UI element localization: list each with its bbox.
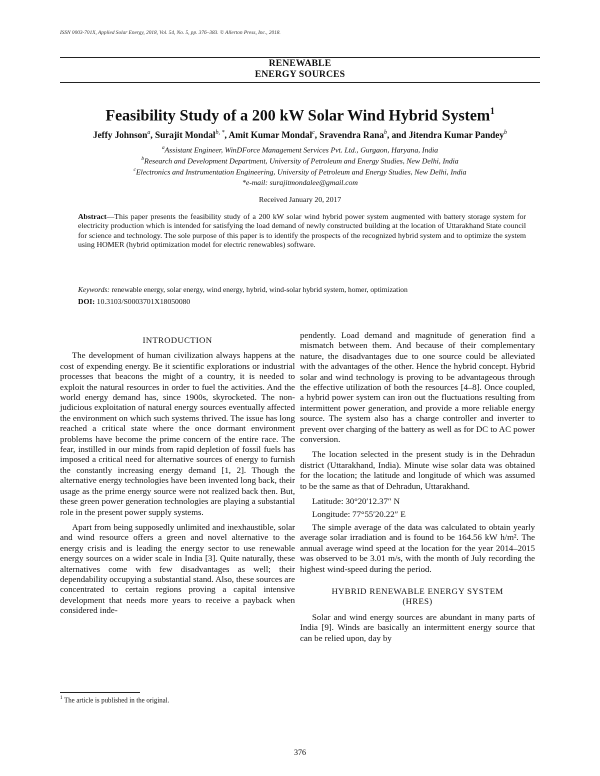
body-paragraph: Solar and wind energy sources are abundant in many parts of India [9]. Winds are basically an intermittent energy source that can be relied upon, day by	[300, 611, 535, 643]
doi-label: DOI:	[78, 297, 95, 306]
author-name: Surajit Mondal	[154, 130, 216, 141]
author-affiliation-mark: c	[312, 130, 315, 136]
body-paragraph: pendently. Load demand and magnitude of generation find a mismatch between them. And because of their complementary nature, the disadvantages due to one source could be alleviated with the advantages of the other. Hence the hybrid concept. Hybrid solar and wind technology is proving to be advantageous through the effective utilization of both the resources [4–8]. Once coupled, a hybrid power system can iron out the fluctuations resulting from intermittent power generation, and provide a more reliable energy source. The system also has a charge controller and inverter to prevent over charging of the battery as well as for DC to AC power conversion.	[300, 330, 535, 445]
abstract	[78, 212, 526, 250]
doi-link[interactable]: 10.3103/S0003701X18050080	[94, 297, 191, 306]
author-separator: ,	[150, 130, 155, 141]
author-affiliation-mark: b	[503, 130, 507, 136]
author-affiliation-mark: b, *	[215, 130, 225, 136]
body-paragraph: The simple average of the data was calculated to obtain yearly average solar irradiation and is found to be 164.56 kW h/m². The annual average wind speed at the location for the year 2014–2015 was observed to be 3.01 m/s, with the month of July recording the highest wind-speed during the period.	[300, 521, 535, 574]
title-text: Feasibility Study of a 200 kW Solar Wind Hybrid System	[105, 107, 491, 125]
keywords-text: renewable energy, solar energy, wind energy, hybrid, wind-solar hybrid system, homer, optimization	[109, 285, 408, 294]
affiliation-mark: b	[141, 156, 145, 162]
affiliation-text: Assistant Engineer, WinDForce Management Services Pvt. Ltd., Gurgaon, Haryana, India	[164, 145, 439, 155]
header-bottom-rule	[60, 82, 540, 83]
section-tag-line1: RENEWABLE	[268, 59, 332, 69]
page-number: 376	[294, 748, 306, 757]
section-heading-hres-line2: (HRES)	[402, 596, 433, 607]
author-name: Jitendra Kumar Pandey	[408, 130, 504, 141]
affiliation-mark: c	[133, 167, 136, 173]
section-heading-hres-line1: HYBRID RENEWABLE ENERGY SYSTEM	[331, 585, 504, 596]
author-separator: ,	[224, 130, 229, 141]
author-affiliation-mark: b	[383, 130, 387, 136]
corresponding-email[interactable]: *e-mail: surajitmondalee@gmail.com	[242, 178, 358, 187]
header-top-rule	[60, 57, 540, 58]
longitude-line: Longitude: 77°55′20.22″ E	[312, 508, 406, 519]
body-paragraph: Apart from being supposedly unlimited and inexhaustible, solar and wind resource offers a green and novel alternative to the energy crisis and is leading the energy sector to use renewable energy sources on a wider scale in India [3]. Quite naturally, these alternatives come with few disadvantages as well; their dependability occupying a substantial stand. Also, these sources are concentrated to certain regions proving a capital intensive development that needs more years to receive a payback when considered inde-	[60, 521, 295, 616]
received-date: Received January 20, 2017	[258, 195, 342, 204]
latitude-line: Latitude: 30°20′12.37″ N	[312, 496, 400, 507]
author-separator: , and	[386, 130, 409, 141]
abstract-label: Abstract	[78, 212, 107, 221]
body-paragraph: The development of human civilization always happens at the cost of expending energy. Be it scientific explorations or industrial processes that beacons the might of a country, it is needed to exploit the natural resources in order to fuel the activities. And the world energy demand has, since 1900s, skyrocketed. The non-judicious exploitation of natural energy sources eventually affected the environment on which such systems thrived. The issue has long reached a critical state where the once dormant environment problems have become the prime concern of the entire race. The fear, instilled in our minds from rapid depletion of fossil fuels has imposed a critical need for alternative sources of energy to furnish the constantly increasing energy demand [1, 2]. Though the alternative energy technologies have been invented long back, their usage as the prime energy source were not realized back then. But, these green power generation technologies are playing a substantial role in the present power supply systems.	[60, 350, 295, 517]
footnote-mark: 1	[60, 696, 63, 701]
author-affiliation-mark: a	[147, 130, 151, 136]
journal-header: ISSN 0003-701X, Applied Solar Energy, 2018, Vol. 54, No. 5, pp. 376–383. © Allerton Press, Inc., 2018.	[60, 30, 281, 36]
author-name: Jeffy Johnson	[93, 130, 148, 141]
affiliation	[60, 165, 540, 178]
right-column	[300, 330, 535, 643]
title-footnote-mark: 1	[490, 106, 495, 116]
footnote-rule	[60, 692, 140, 693]
section-tag-line2: ENERGY SOURCES	[254, 70, 346, 80]
article-title	[60, 106, 540, 125]
author-name: Sravendra Rana	[319, 130, 384, 141]
affiliation-text: Electronics and Instrumentation Engineering, University of Petroleum and Energy Studies, New Delhi, India	[135, 167, 467, 177]
abstract-text: —This paper presents the feasibility study of a 200 kW solar wind hybrid power system augmented with battery storage system for electricity production which is intended for satisfying the load demand of newly constructed building at the location of Uttarakhand State council for science and technology. The sole purpose of this paper is to identify the prospects of the recognized hybrid system and to optimize the system using HOMER (hybrid optimization model for electric renewables) software.	[78, 212, 526, 250]
section-tag	[200, 59, 400, 81]
author-name: Amit Kumar Mondal	[228, 130, 313, 141]
keywords-label: Keywords:	[78, 285, 110, 294]
section-heading-introduction: INTRODUCTION	[142, 335, 213, 345]
author-list	[40, 130, 560, 140]
body-paragraph: The location selected in the present study is in the Dehradun district (Uttarakhand, India). Minute wise solar data was obtained for the location; the latitude and longitude of which was assumed to be the same as that of Dehradun, Uttarakhand.	[300, 449, 535, 491]
section-heading-hres	[300, 586, 535, 607]
keywords	[78, 285, 526, 294]
doi	[78, 297, 526, 306]
affiliation-text: Research and Development Department, University of Petroleum and Energy Studies, New Delhi, India	[144, 156, 459, 166]
footnote-text: The article is published in the original.	[64, 697, 170, 705]
left-column	[60, 335, 295, 616]
footnote	[60, 696, 169, 704]
author-separator: ,	[314, 130, 320, 141]
affiliation-mark: a	[161, 145, 165, 151]
